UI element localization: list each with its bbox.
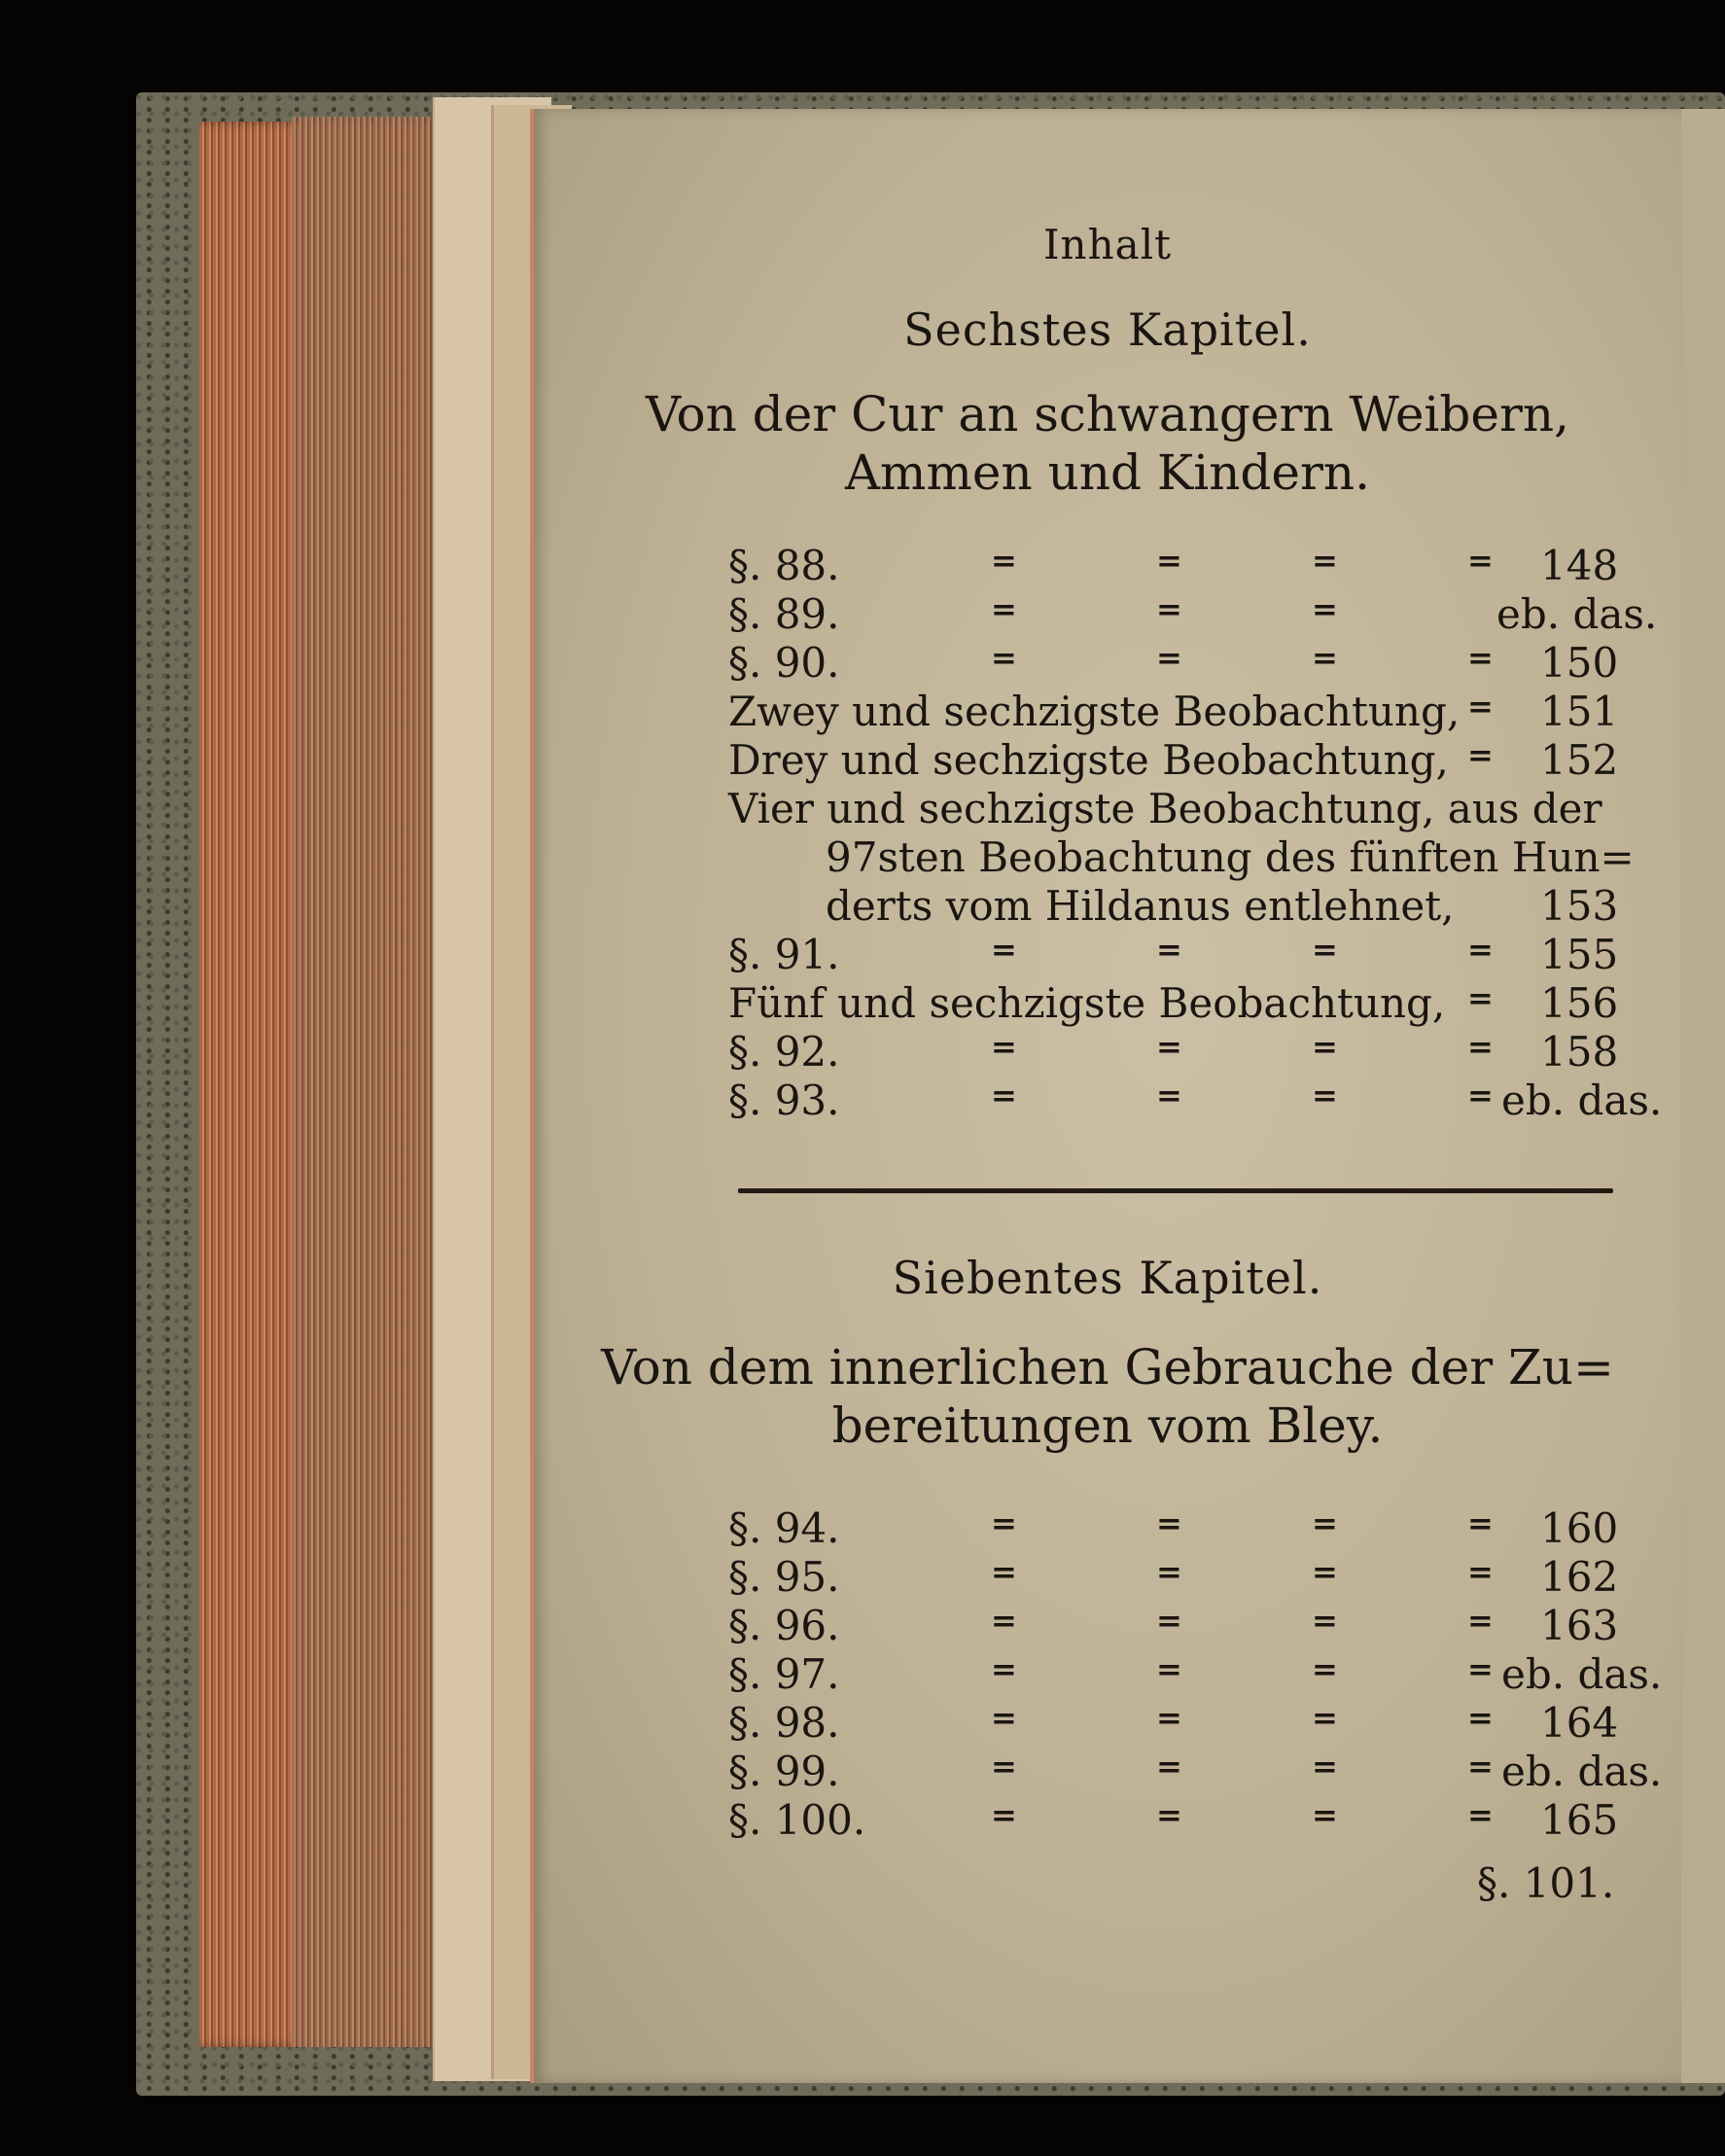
leader-mark: =	[1312, 1748, 1338, 1785]
leader-mark: =	[1467, 1553, 1494, 1590]
toc-entry	[534, 590, 1658, 638]
entry-page: eb. das.	[1501, 1748, 1663, 1795]
leader-mark: =	[1467, 1602, 1494, 1639]
entry-page: 148	[1540, 542, 1619, 589]
leader-mark: =	[1467, 979, 1494, 1016]
entry-page: 165	[1540, 1796, 1619, 1844]
entry-label: §. 97.	[728, 1650, 840, 1698]
leader-mark: =	[1467, 736, 1494, 773]
leader-mark: =	[1467, 1796, 1494, 1833]
leader-mark: =	[991, 1699, 1017, 1736]
leader-mark: =	[1467, 1077, 1494, 1113]
toc-entry	[534, 1077, 1663, 1124]
page-edges-inner	[292, 117, 438, 2047]
page-content	[534, 109, 1681, 2083]
leader-mark: =	[1312, 1553, 1338, 1590]
entry-label: §. 90.	[728, 639, 840, 687]
leader-mark: =	[991, 1504, 1017, 1541]
entry-label: derts vom Hildanus entlehnet,	[826, 882, 1455, 930]
toc-entry-continued	[534, 833, 1635, 881]
toc-entry	[534, 1602, 1619, 1649]
toc-entry	[534, 1650, 1663, 1698]
leader-mark: =	[1156, 1553, 1182, 1590]
leader-mark: =	[1312, 639, 1338, 676]
leader-mark: =	[1156, 1028, 1182, 1065]
toc-entry	[534, 639, 1619, 687]
leader-mark: =	[1467, 542, 1494, 579]
leader-mark: =	[1312, 1699, 1338, 1736]
leader-mark: =	[1312, 1650, 1338, 1687]
leader-mark: =	[1312, 1602, 1338, 1639]
entry-label: §. 99.	[728, 1748, 840, 1795]
leader-mark: =	[1156, 1504, 1182, 1541]
toc-entry	[534, 1028, 1619, 1076]
section-divider	[738, 1188, 1613, 1193]
leader-mark: =	[1312, 1028, 1338, 1065]
leader-mark: =	[1467, 931, 1494, 968]
leader-mark: =	[1467, 1504, 1494, 1541]
entry-label: §. 95.	[728, 1553, 840, 1601]
catchword: §. 101.	[1477, 1859, 1615, 1907]
leader-mark: =	[1312, 931, 1338, 968]
entry-label: §. 93.	[728, 1077, 840, 1124]
leader-mark: =	[991, 1796, 1017, 1833]
entry-label: §. 96.	[728, 1602, 840, 1649]
leader-mark: =	[1467, 1650, 1494, 1687]
entry-page: 163	[1540, 1602, 1619, 1649]
leader-mark: =	[1156, 931, 1182, 968]
toc-entry	[534, 688, 1619, 735]
book-page	[530, 109, 1681, 2083]
toc-entry	[534, 931, 1619, 978]
entry-page: 150	[1540, 639, 1619, 687]
chapter-heading-7: Siebentes Kapitel.	[892, 1252, 1323, 1304]
toc-entry	[534, 1699, 1619, 1747]
toc-entry-continued	[534, 882, 1619, 930]
leader-mark: =	[1156, 1748, 1182, 1785]
entry-page: 156	[1540, 979, 1619, 1027]
entry-page: eb. das.	[1501, 1077, 1663, 1124]
leader-mark: =	[991, 1748, 1017, 1785]
leader-mark: =	[1467, 1699, 1494, 1736]
leader-mark: =	[991, 1650, 1017, 1687]
chapter-title-6-line2: Ammen und Kindern.	[844, 444, 1371, 501]
leader-mark: =	[991, 542, 1017, 579]
leader-mark: =	[1156, 542, 1182, 579]
leader-mark: =	[991, 931, 1017, 968]
entry-label: §. 91.	[728, 931, 840, 978]
entry-label: Zwey und sechzigste Beobachtung,	[728, 688, 1461, 735]
leader-mark: =	[1156, 1699, 1182, 1736]
leader-mark: =	[1467, 688, 1494, 725]
entry-label: §. 88.	[728, 542, 840, 589]
leader-mark: =	[1156, 1077, 1182, 1113]
chapter-heading-6: Sechstes Kapitel.	[903, 303, 1312, 356]
entry-page: eb. das.	[1496, 590, 1658, 638]
entry-label: Vier und sechzigste Beobachtung, aus der	[728, 785, 1602, 832]
leader-mark: =	[1312, 1077, 1338, 1113]
running-head: Inhalt	[1042, 221, 1173, 268]
leader-mark: =	[1467, 1748, 1494, 1785]
entry-page: 164	[1540, 1699, 1619, 1747]
leader-mark: =	[1156, 590, 1182, 627]
chapter-title-6-line1: Von der Cur an schwangern Weibern,	[645, 386, 1570, 442]
leader-mark: =	[991, 1077, 1017, 1113]
leader-mark: =	[1467, 639, 1494, 676]
entry-page: 153	[1540, 882, 1619, 930]
chapter-title-7-line2: bereitungen vom Bley.	[831, 1397, 1384, 1454]
entry-label: §. 94.	[728, 1504, 840, 1552]
entry-page: eb. das.	[1501, 1650, 1663, 1698]
toc-entry	[534, 542, 1619, 589]
toc-entry	[534, 736, 1619, 784]
leader-mark: =	[991, 590, 1017, 627]
entry-label: Fünf und sechzigste Beobachtung,	[728, 979, 1446, 1027]
leader-mark: =	[991, 639, 1017, 676]
leader-mark: =	[1467, 1028, 1494, 1065]
toc-entry	[534, 785, 1603, 831]
entry-label: 97sten Beobachtung des fünften Hun=	[826, 833, 1635, 881]
entry-page: 152	[1540, 736, 1619, 784]
entry-label: §. 98.	[728, 1699, 840, 1747]
leader-mark: =	[1156, 1796, 1182, 1833]
entry-page: 160	[1540, 1504, 1619, 1552]
leader-mark: =	[1312, 590, 1338, 627]
leader-mark: =	[991, 1602, 1017, 1639]
leader-mark: =	[1312, 542, 1338, 579]
entry-label: §. 92.	[728, 1028, 840, 1076]
leader-mark: =	[1312, 1504, 1338, 1541]
chapter-title-7-line1: Von dem innerlichen Gebrauche der Zu=	[601, 1339, 1614, 1396]
leader-mark: =	[1156, 639, 1182, 676]
toc-entry	[534, 979, 1619, 1027]
toc-entry	[534, 1553, 1619, 1601]
leader-mark: =	[1312, 1796, 1338, 1833]
toc-entry	[534, 1748, 1663, 1795]
entry-label: §. 89.	[728, 590, 840, 638]
toc-entry	[534, 1796, 1619, 1844]
entry-page: 158	[1540, 1028, 1619, 1076]
entry-page: 151	[1540, 688, 1619, 735]
leader-mark: =	[991, 1553, 1017, 1590]
leader-mark: =	[991, 1028, 1017, 1065]
entry-label: §. 100.	[728, 1796, 866, 1844]
leader-mark: =	[1156, 1650, 1182, 1687]
toc-entry	[534, 1504, 1619, 1552]
entry-page: 155	[1540, 931, 1619, 978]
entry-page: 162	[1540, 1553, 1619, 1601]
entry-label: Drey und sechzigste Beobachtung,	[728, 736, 1449, 784]
leader-mark: =	[1156, 1602, 1182, 1639]
